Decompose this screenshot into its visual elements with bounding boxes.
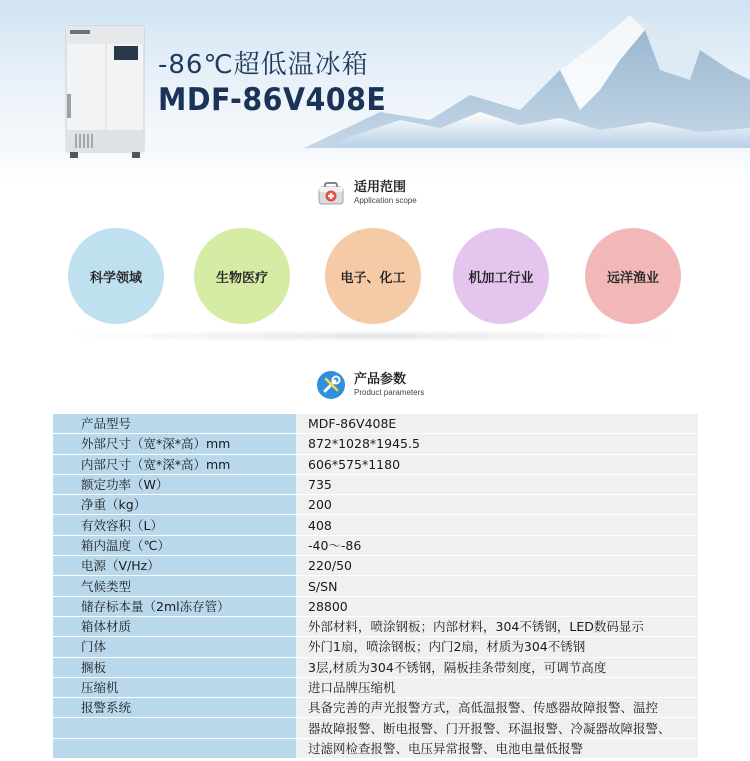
- table-row: [53, 535, 698, 555]
- parameter-label: 门体: [53, 637, 296, 657]
- application-circle: [453, 228, 549, 324]
- application-circle: [325, 228, 421, 324]
- application-circles: [0, 228, 750, 328]
- banner-model-number: MDF-86V408E: [158, 82, 387, 118]
- parameter-label: [53, 738, 296, 758]
- application-label: 电子、化工: [340, 270, 406, 286]
- parameter-label: 储存标本量（2ml冻存管）: [53, 596, 296, 616]
- table-row: [53, 495, 698, 515]
- parameter-value: 3层,材质为304不锈钢，隔板挂条带刻度，可调节高度: [296, 657, 698, 677]
- table-row: [53, 454, 698, 474]
- application-circle: [194, 228, 290, 324]
- parameter-value: 进口品牌压缩机: [296, 677, 698, 697]
- table-row: [53, 414, 698, 434]
- product-parameters-title: 产品参数: [354, 372, 407, 387]
- parameter-value: 具备完善的声光报警方式，高低温报警、传感器故障报警、温控: [296, 698, 698, 718]
- parameter-value: 735: [296, 474, 698, 494]
- table-row: [53, 698, 698, 718]
- parameter-label: 电源（V/Hz）: [53, 556, 296, 576]
- parameter-label: [53, 718, 296, 738]
- product-banner: [0, 0, 750, 182]
- parameter-label: 搁板: [53, 657, 296, 677]
- parameter-value: 器故障报警、断电报警、门开报警、环温报警、冷凝器故障报警、: [296, 718, 698, 738]
- application-circle: [585, 228, 681, 324]
- table-row: [53, 616, 698, 636]
- parameter-label: 外部尺寸（宽*深*高）mm: [53, 434, 296, 454]
- tools-icon: [316, 370, 346, 400]
- table-row: [53, 556, 698, 576]
- product-parameters-heading: [316, 370, 424, 400]
- parameter-label: 箱内温度（℃）: [53, 535, 296, 555]
- divider-shadow: [60, 330, 690, 342]
- parameter-value: 过滤网检查报警、电压异常报警、电池电量低报警: [296, 738, 698, 758]
- table-row: [53, 576, 698, 596]
- parameter-label: 气候类型: [53, 576, 296, 596]
- parameter-label: 内部尺寸（宽*深*高）mm: [53, 454, 296, 474]
- parameter-label: 净重（kg）: [53, 495, 296, 515]
- parameter-value: 外门1扇，喷涂钢板；内门2扇，材质为304不锈钢: [296, 637, 698, 657]
- table-row: [53, 677, 698, 697]
- application-scope-subtitle: Application scope: [354, 196, 417, 205]
- parameter-value: 28800: [296, 596, 698, 616]
- table-row: [53, 718, 698, 738]
- parameter-value: 220/50: [296, 556, 698, 576]
- parameters-table: [53, 414, 698, 759]
- application-scope-title: 适用范围: [354, 180, 407, 195]
- parameter-value: 外部材料，喷涂钢板；内部材料，304不锈钢，LED数码显示: [296, 616, 698, 636]
- parameter-label: 箱体材质: [53, 616, 296, 636]
- parameter-value: 200: [296, 495, 698, 515]
- application-label: 机加工行业: [468, 270, 534, 286]
- table-row: [53, 474, 698, 494]
- parameter-value: 606*575*1180: [296, 454, 698, 474]
- parameter-label: 报警系统: [53, 698, 296, 718]
- parameter-label: 产品型号: [53, 414, 296, 434]
- parameter-value: S/SN: [296, 576, 698, 596]
- parameter-label: 额定功率（W）: [53, 474, 296, 494]
- parameter-value: 872*1028*1945.5: [296, 434, 698, 454]
- application-label: 生物医疗: [215, 270, 268, 286]
- table-row: [53, 657, 698, 677]
- application-circle: [68, 228, 164, 324]
- parameter-value: MDF-86V408E: [296, 414, 698, 434]
- parameter-label: 压缩机: [53, 677, 296, 697]
- parameter-value: 408: [296, 515, 698, 535]
- table-row: [53, 637, 698, 657]
- table-row: [53, 738, 698, 758]
- freezer-product-image: [62, 24, 148, 160]
- application-scope-heading: [316, 178, 417, 208]
- application-label: 科学领域: [89, 270, 142, 286]
- parameter-value: -40～-86: [296, 535, 698, 555]
- table-row: [53, 434, 698, 454]
- parameter-label: 有效容积（L）: [53, 515, 296, 535]
- application-label: 远洋渔业: [606, 270, 659, 286]
- banner-title: -86℃超低温冰箱: [158, 50, 369, 80]
- table-row: [53, 596, 698, 616]
- table-row: [53, 515, 698, 535]
- medical-kit-icon: [316, 178, 346, 208]
- product-parameters-subtitle: Product parameters: [354, 388, 425, 397]
